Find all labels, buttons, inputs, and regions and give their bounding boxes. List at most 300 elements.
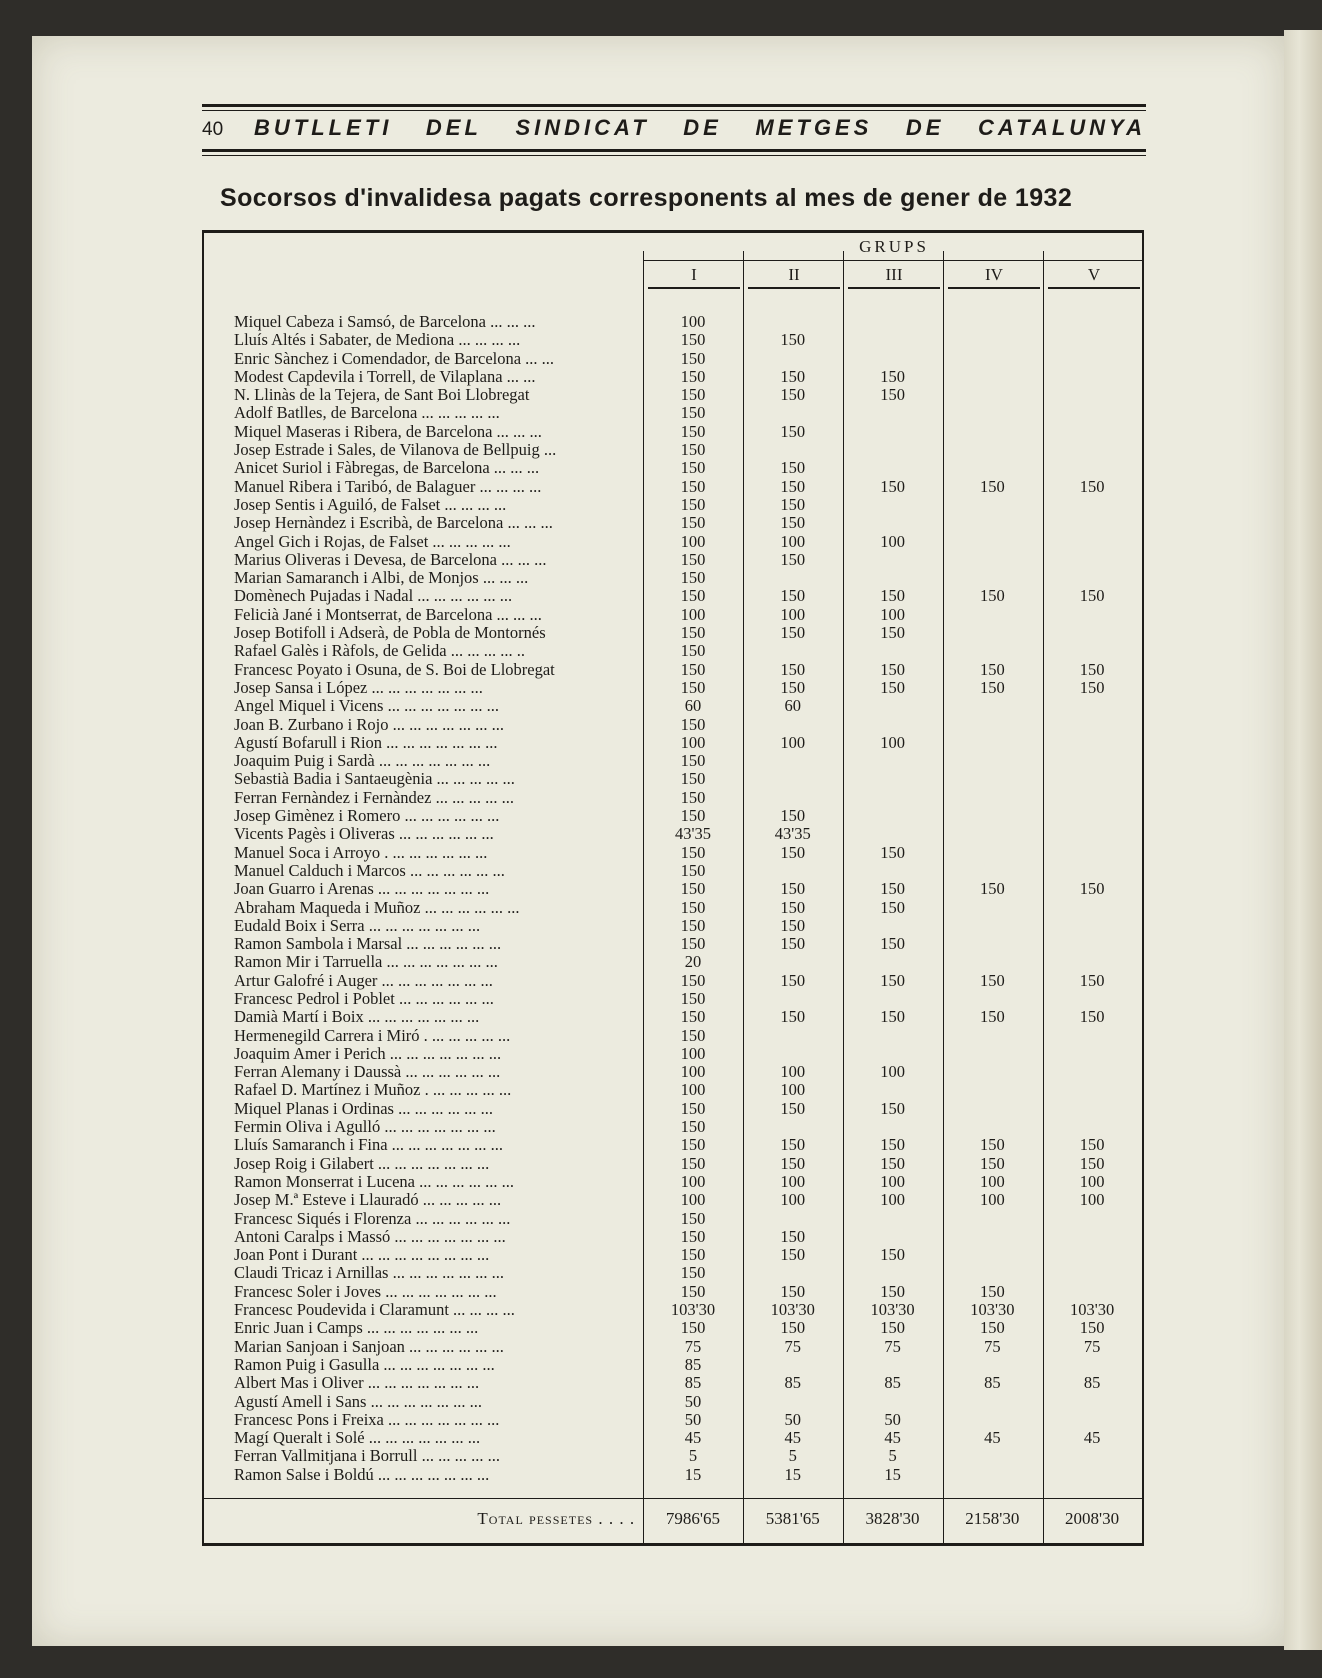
amount-cell: 150 [780, 879, 806, 899]
amount-cell: 150 [1079, 1153, 1105, 1173]
recipient-name: Ramon Mir i Tarruella ... ... ... ... ... ... ... [234, 953, 498, 972]
recipient-name: Francesc Soler i Joves ... ... ... ... ... ... ... [234, 1282, 497, 1301]
amount-cell: 100 [680, 1080, 706, 1100]
amount-cell: 150 [780, 1007, 806, 1027]
amount-cell: 150 [680, 1007, 706, 1027]
table-row [204, 734, 1142, 752]
amount-cell: 45 [1083, 1428, 1101, 1448]
recipient-name: Eudald Boix i Serra ... ... ... ... ... ... ... [234, 916, 481, 935]
column-divider [943, 251, 944, 1543]
recipient-name: Antoni Caralps i Massó ... ... ... ... ... ... ... [234, 1227, 506, 1246]
amount-cell [843, 514, 943, 532]
amount-cell: 100 [880, 604, 905, 624]
table-row [204, 1155, 1142, 1173]
amount-cell [1042, 606, 1142, 624]
amount-cell [942, 935, 1042, 953]
amount-cell: 150 [1079, 476, 1105, 496]
amount-cell [942, 386, 1042, 404]
journal-word: BUTLLETI [254, 115, 393, 140]
amount-cell [942, 331, 1042, 349]
amount-cell: 150 [780, 330, 806, 350]
recipient-name: Agustí Amell i Sans ... ... ... ... ... ... ... [234, 1392, 482, 1411]
amount-cell [1042, 1283, 1142, 1301]
amount-cell: 150 [880, 897, 905, 917]
amount-cell [843, 716, 943, 734]
amount-cell: 150 [780, 1281, 806, 1301]
amount-cell [942, 752, 1042, 770]
amount-cell [942, 990, 1042, 1008]
table-row [204, 953, 1142, 971]
amount-cell: 150 [1079, 1007, 1105, 1027]
recipient-name: Joan B. Zurbano i Rojo ... ... ... ... ... ... ... [234, 715, 504, 734]
amount-cell: 150 [680, 549, 706, 569]
amount-cell: 150 [780, 659, 806, 679]
recipient-name: Domènech Pujadas i Nadal ... ... ... ... ... ... [234, 587, 513, 606]
page-number: 40 [202, 119, 224, 140]
amount-cell [1042, 953, 1142, 971]
recipient-name: Joaquim Amer i Perich ... ... ... ... ... ... ... [234, 1044, 502, 1063]
amount-cell: 85 [684, 1354, 702, 1374]
amount-cell: 150 [680, 787, 706, 807]
table-row [204, 386, 1142, 404]
amount-cell [743, 1264, 843, 1282]
amount-cell: 50 [884, 1409, 901, 1429]
recipient-name: Angel Miquel i Vicens ... ... ... ... ... ... ... [234, 697, 499, 716]
amount-cell [743, 862, 843, 880]
amount-cell [743, 569, 843, 587]
amount-cell [1042, 459, 1142, 477]
amount-cell: 150 [780, 806, 806, 826]
amount-cell: 100 [880, 1190, 905, 1210]
amount-cell: 150 [680, 897, 706, 917]
amount-cell [843, 1393, 943, 1411]
recipient-name: Felicià Jané i Montserrat, de Barcelona ... ... ... [234, 605, 542, 624]
amount-cell: 150 [780, 970, 806, 990]
amount-cell: 150 [979, 586, 1005, 606]
amount-cell: 150 [780, 1153, 806, 1173]
table-row [204, 1283, 1142, 1301]
amount-cell: 45 [984, 1428, 1001, 1448]
amount-cell [942, 807, 1042, 825]
amount-cell: 150 [680, 1245, 706, 1265]
amount-cell [1042, 1081, 1142, 1099]
amount-cell [743, 404, 843, 422]
table-row [204, 441, 1142, 459]
amount-cell: 75 [684, 1336, 702, 1356]
amount-cell [843, 642, 943, 660]
amount-cell [843, 1027, 943, 1045]
table-row [204, 1246, 1142, 1264]
amount-cell [1042, 1393, 1142, 1411]
amount-cell [1042, 496, 1142, 514]
amount-cell: 150 [880, 385, 905, 405]
table-row [204, 1319, 1142, 1337]
amount-cell: 45 [884, 1428, 901, 1448]
recipient-name: Vicents Pagès i Oliveras ... ... ... ... ... ... [234, 825, 494, 844]
amount-cell: 150 [680, 586, 706, 606]
amount-cell: 150 [680, 879, 706, 899]
amount-cell: 150 [880, 476, 905, 496]
amount-cell: 150 [1079, 1135, 1105, 1155]
amount-cell [843, 313, 943, 331]
amount-cell [1042, 1447, 1142, 1465]
amount-cell: 150 [880, 842, 905, 862]
amount-cell: 150 [680, 641, 706, 661]
table-row [204, 496, 1142, 514]
table-row [204, 716, 1142, 734]
amount-cell: 150 [680, 751, 706, 771]
amount-cell: 150 [880, 1318, 905, 1338]
amount-cell [843, 1118, 943, 1136]
table-row [204, 917, 1142, 935]
amount-cell [942, 1027, 1042, 1045]
amount-cell [843, 770, 943, 788]
amount-cell [743, 350, 843, 368]
amount-cell [942, 496, 1042, 514]
amount-cell: 150 [880, 1135, 905, 1155]
document-title: Socorsos d'invalidesa pagats corresponents al mes de gener de 1932 [220, 184, 1073, 212]
recipient-name: Sebastià Badia i Santaeugènia ... ... ... ... ... [234, 770, 515, 789]
amount-cell: 150 [680, 385, 706, 405]
column-divider [643, 251, 644, 1543]
amount-cell: 100 [880, 531, 905, 551]
table-row [204, 1301, 1142, 1319]
amount-cell [1042, 624, 1142, 642]
amount-cell [843, 1228, 943, 1246]
table-row [204, 1374, 1142, 1392]
column-header-rule [1048, 287, 1140, 289]
amount-cell [743, 441, 843, 459]
recipient-name: Claudi Tricaz i Arnillas ... ... ... ... ... ... ... [234, 1264, 504, 1283]
amount-cell [942, 1411, 1042, 1429]
amount-cell [1042, 313, 1142, 331]
table-row [204, 752, 1142, 770]
column-divider [843, 251, 844, 1543]
recipient-name: Marian Sanjoan i Sanjoan ... ... ... ... ... ... [234, 1337, 504, 1356]
amount-cell: 100 [680, 1171, 706, 1191]
table-row [204, 1210, 1142, 1228]
running-header [202, 104, 1146, 156]
amount-cell: 85 [884, 1373, 901, 1393]
amount-cell [1042, 1246, 1142, 1264]
table-row [204, 1081, 1142, 1099]
amount-cell [942, 404, 1042, 422]
amount-cell: 150 [680, 1135, 706, 1155]
amount-cell [1042, 917, 1142, 935]
column-header: IV [985, 265, 1003, 284]
amount-cell [1042, 935, 1142, 953]
amount-cell [1042, 697, 1142, 715]
column-header-rule [848, 287, 940, 289]
amount-cell: 45 [784, 1428, 802, 1448]
amount-cell: 150 [680, 915, 706, 935]
amount-cell: 150 [680, 806, 706, 826]
amount-cell [942, 1228, 1042, 1246]
recipient-name: Anicet Suriol i Fàbregas, de Barcelona ... ... ... [234, 459, 540, 478]
recipient-name: Ferran Vallmitjana i Borrull ... ... ... ... ... [234, 1447, 500, 1466]
amount-cell: 150 [780, 421, 806, 441]
amount-cell: 85 [1083, 1373, 1101, 1393]
amount-cell [1042, 752, 1142, 770]
amount-cell [843, 917, 943, 935]
amount-cell: 150 [880, 879, 905, 899]
amount-cell: 100 [680, 1062, 706, 1082]
total-value: 2158'30 [965, 1509, 1020, 1528]
amount-cell: 150 [680, 1226, 706, 1246]
amount-cell [942, 642, 1042, 660]
recipient-name: Enric Juan i Camps ... ... ... ... ... ... ... [234, 1319, 479, 1338]
amount-cell: 150 [680, 348, 706, 368]
recipient-name: Manuel Ribera i Taribó, de Balaguer ... ... ... ... [234, 477, 542, 496]
amount-cell [1042, 423, 1142, 441]
recipient-name: Abraham Maqueda i Muñoz ... ... ... ... ... ... [234, 898, 520, 917]
column-divider [1043, 251, 1044, 1543]
amount-cell: 150 [780, 1245, 806, 1265]
amount-cell: 75 [784, 1336, 802, 1356]
amount-cell: 150 [880, 934, 905, 954]
amount-cell: 5 [788, 1446, 797, 1466]
amount-cell: 100 [979, 1190, 1005, 1210]
amount-cell [843, 789, 943, 807]
amount-cell [942, 1447, 1042, 1465]
amount-cell: 100 [880, 1062, 905, 1082]
amount-cell [843, 404, 943, 422]
amount-cell [942, 368, 1042, 386]
amount-cell: 100 [680, 1190, 706, 1210]
table-row [204, 679, 1142, 697]
total-value: 3828'30 [865, 1509, 920, 1528]
amount-cell: 43'35 [774, 824, 811, 844]
table-row [204, 1173, 1142, 1191]
amount-cell [1042, 899, 1142, 917]
recipient-name: Hermenegild Carrera i Miró . ... ... ... ... ... [234, 1026, 511, 1045]
table-row [204, 1191, 1142, 1209]
amount-cell: 150 [780, 915, 806, 935]
table-row [204, 1411, 1142, 1429]
amount-cell [843, 569, 943, 587]
amount-cell [942, 953, 1042, 971]
amount-cell [843, 1081, 943, 1099]
table-row [204, 514, 1142, 532]
amount-cell: 103'30 [870, 1300, 915, 1320]
column-header-rule [948, 287, 1040, 289]
recipient-name: Manuel Soca i Arroyo . ... ... ... ... ... ... [234, 843, 488, 862]
amount-cell [1042, 1264, 1142, 1282]
recipient-name: Enric Sànchez i Comendador, de Barcelona ... ... [234, 349, 555, 368]
amount-cell [743, 1393, 843, 1411]
amount-cell: 100 [780, 604, 806, 624]
amount-cell [942, 697, 1042, 715]
amount-cell [942, 1356, 1042, 1374]
total-label: Total pessetes . . . . [477, 1509, 636, 1528]
amount-cell: 150 [780, 1135, 806, 1155]
amount-cell: 150 [880, 1007, 905, 1027]
amount-cell: 150 [680, 421, 706, 441]
amount-cell [743, 789, 843, 807]
amount-cell [1042, 770, 1142, 788]
amount-cell: 5 [888, 1446, 897, 1466]
recipient-name: Ferran Fernàndez i Fernàndez ... ... ... ... ... [234, 788, 514, 807]
amount-cell [843, 807, 943, 825]
recipient-name: Francesc Poyato i Osuna, de S. Boi de Llobregat [234, 660, 555, 679]
total-value: 5381'65 [765, 1509, 820, 1528]
journal-word: DEL [425, 115, 482, 140]
amount-cell [1042, 734, 1142, 752]
amount-cell: 150 [680, 860, 706, 880]
amount-cell: 150 [880, 366, 905, 386]
amount-cell: 150 [680, 476, 706, 496]
journal-title [254, 115, 1146, 141]
table-row [204, 1264, 1142, 1282]
amount-cell [1042, 789, 1142, 807]
groups-rule [644, 260, 1144, 261]
recipient-name: Damià Martí i Boix ... ... ... ... ... ... ... [234, 1008, 480, 1027]
amount-cell: 150 [1079, 1318, 1105, 1338]
amount-cell [1042, 1228, 1142, 1246]
amount-cell: 150 [780, 897, 806, 917]
amount-cell: 150 [1079, 879, 1105, 899]
column-header: III [885, 265, 903, 284]
recipient-name: Albert Mas i Oliver ... ... ... ... ... ... ... [234, 1374, 480, 1393]
amount-cell [942, 917, 1042, 935]
amount-cell: 150 [979, 1318, 1005, 1338]
recipient-name: Francesc Siqués i Florenza ... ... ... ... ... ... [234, 1209, 511, 1228]
amount-cell [743, 953, 843, 971]
amount-cell: 100 [680, 1043, 706, 1063]
journal-word: CATALUNYA [978, 115, 1146, 140]
amount-cell [743, 313, 843, 331]
table-row [204, 972, 1142, 990]
amount-cell: 150 [680, 440, 706, 460]
amount-cell [1042, 350, 1142, 368]
amount-cell [1042, 441, 1142, 459]
amount-cell [942, 1081, 1042, 1099]
amount-cell: 100 [780, 1080, 806, 1100]
amount-cell [843, 331, 943, 349]
header-line [202, 115, 1146, 149]
amount-cell [942, 606, 1042, 624]
journal-word: METGES [755, 115, 873, 140]
amount-cell [1042, 825, 1142, 843]
amount-cell: 150 [680, 494, 706, 514]
column-header-rule [648, 287, 740, 289]
table-row [204, 789, 1142, 807]
table-row [204, 624, 1142, 642]
recipient-name: Modest Capdevila i Torrell, de Vilaplana ... ... [234, 367, 536, 386]
recipient-name: Rafael Galès i Ràfols, de Gelida ... ... ... ... .. [234, 642, 525, 661]
amount-cell: 150 [680, 330, 706, 350]
amount-cell [843, 496, 943, 514]
recipient-name: Josep Hernàndez i Escribà, de Barcelona ... ... ... [234, 514, 553, 533]
amount-cell [843, 752, 943, 770]
amount-cell: 150 [780, 549, 806, 569]
amount-cell [843, 551, 943, 569]
amount-cell [1042, 1411, 1142, 1429]
amount-cell [1042, 1100, 1142, 1118]
amount-cell [1042, 386, 1142, 404]
amount-cell [743, 1027, 843, 1045]
recipient-name: Marian Samaranch i Albi, de Monjos ... ... ... [234, 569, 529, 588]
amount-cell [843, 1210, 943, 1228]
table-row [204, 1228, 1142, 1246]
amount-cell [1042, 1210, 1142, 1228]
amount-cell: 75 [1083, 1336, 1101, 1356]
amount-cell [743, 716, 843, 734]
amount-cell [942, 1210, 1042, 1228]
amount-cell: 50 [784, 1409, 802, 1429]
amount-cell: 150 [880, 970, 905, 990]
recipient-name: Miquel Cabeza i Samsó, de Barcelona ... ... ... [234, 313, 536, 331]
amount-cell [1042, 1027, 1142, 1045]
amount-cell: 150 [1079, 970, 1105, 990]
amount-cell: 150 [780, 1098, 806, 1118]
header-rule-bottom [202, 149, 1146, 152]
table-row [204, 1338, 1142, 1356]
amount-cell: 100 [780, 1171, 806, 1191]
amount-cell: 150 [680, 1208, 706, 1228]
amount-cell [942, 459, 1042, 477]
table-row [204, 862, 1142, 880]
amount-cell: 5 [688, 1446, 698, 1466]
amount-cell: 150 [780, 1318, 806, 1338]
amount-cell: 100 [880, 1171, 905, 1191]
amount-cell: 150 [780, 842, 806, 862]
recipient-name: Joan Pont i Durant ... ... ... ... ... ... ... ... [234, 1246, 490, 1265]
journal-word: DE [905, 115, 945, 140]
amount-cell [942, 734, 1042, 752]
amount-cell: 150 [680, 1281, 706, 1301]
table-row [204, 1136, 1142, 1154]
amount-cell [843, 825, 943, 843]
amount-cell: 150 [880, 586, 905, 606]
amount-cell: 150 [780, 623, 806, 643]
amount-cell [1042, 533, 1142, 551]
recipient-name: Joaquim Puig i Sardà ... ... ... ... ... ... ... [234, 752, 491, 771]
amount-cell: 85 [784, 1373, 802, 1393]
amount-cell [843, 423, 943, 441]
amount-cell [1042, 807, 1142, 825]
amount-cell [743, 1118, 843, 1136]
amount-cell [743, 990, 843, 1008]
amount-cell [942, 624, 1042, 642]
amount-cell: 150 [680, 1153, 706, 1173]
recipient-name: Josep Botifoll i Adserà, de Pobla de Montornés [234, 624, 546, 643]
amount-cell: 150 [880, 1245, 905, 1265]
amount-cell [1042, 331, 1142, 349]
amount-cell: 103'30 [1070, 1300, 1115, 1320]
amount-cell [942, 514, 1042, 532]
amount-cell [843, 1356, 943, 1374]
amount-cell: 150 [1079, 659, 1105, 679]
recipient-name: Lluís Samaranch i Fina ... ... ... ... ... ... ... [234, 1136, 504, 1155]
table-row [204, 331, 1142, 349]
amount-cell: 150 [979, 970, 1005, 990]
journal-word: DE [683, 115, 722, 140]
amount-cell [1042, 514, 1142, 532]
recipient-name: N. Llinàs de la Tejera, de Sant Boi Llobregat [234, 386, 530, 405]
amount-cell [1042, 1045, 1142, 1063]
recipient-name: Artur Galofré i Auger ... ... ... ... ... ... ... [234, 971, 493, 990]
table-row [204, 1466, 1142, 1484]
table-row [204, 569, 1142, 587]
amount-cell: 150 [880, 1098, 905, 1118]
amount-cell: 150 [979, 659, 1005, 679]
amount-cell: 150 [880, 659, 905, 679]
amount-cell: 150 [680, 403, 706, 423]
amount-cell [942, 551, 1042, 569]
journal-word: SINDICAT [515, 115, 650, 140]
amount-cell: 50 [684, 1409, 702, 1429]
